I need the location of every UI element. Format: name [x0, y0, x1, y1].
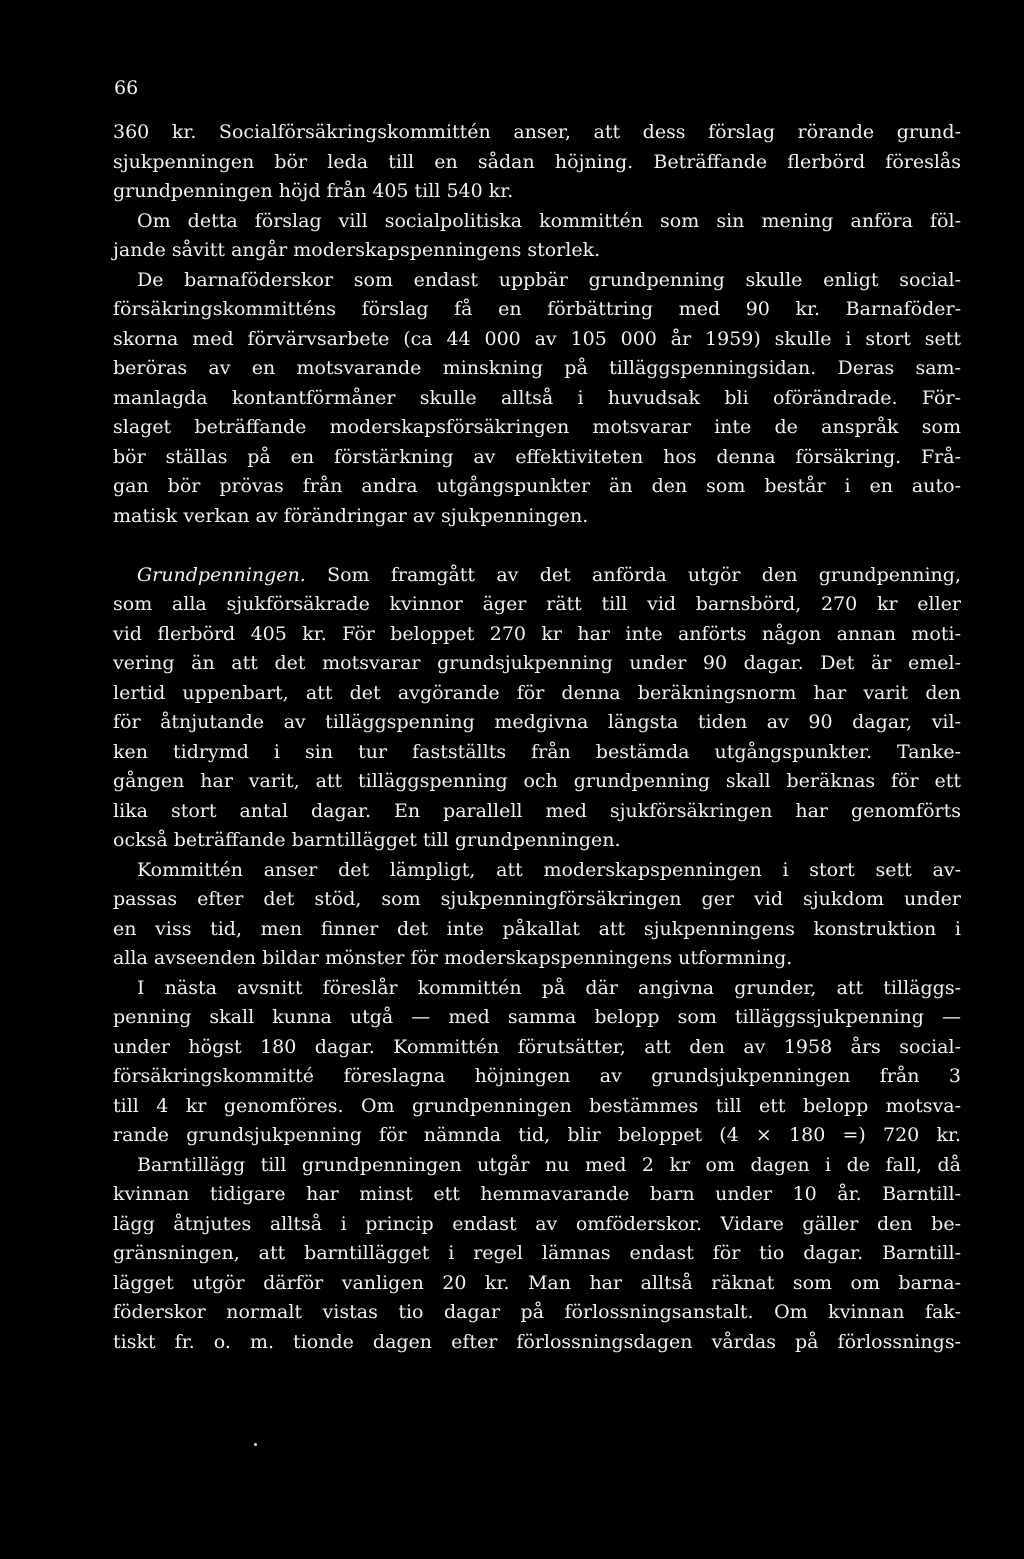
- text-line: alla avseenden bildar mönster för moderskapspenningens utformning.: [113, 947, 793, 969]
- text-line: föderskor normalt vistas tio dagar på förlossningsanstalt. Om kvinnan fak-: [113, 1301, 961, 1323]
- text-line: sjukpenningen bör leda till en sådan höjning. Beträffande flerbörd föreslås: [113, 150, 961, 173]
- text-line: beröras av en motsvarande minskning på tilläggspenningsidan. Deras sam-: [113, 357, 961, 379]
- heading-line-rest: Som framgått av det anförda utgör den grundpenning,: [305, 563, 961, 586]
- text-line: gränsningen, att barntillägget i regel lämnas endast för tio dagar. Barntill-: [113, 1242, 961, 1264]
- text-line: penning skall kunna utgå — med samma belopp som tilläggssjukpenning —: [113, 1006, 961, 1028]
- text-line: Om detta förslag vill socialpolitiska kommittén som sin mening anföra föl-: [137, 209, 961, 232]
- text-line: slaget beträffande moderskapsförsäkringen motsvarar inte de anspråk som: [113, 416, 961, 438]
- text-line: också beträffande barntillägget till grundpenningen.: [113, 829, 621, 851]
- text-line: tiskt fr. o. m. tionde dagen efter förlossningsdagen vårdas på förlossnings-: [113, 1330, 961, 1353]
- scan-speck: [254, 1443, 257, 1446]
- text-line: jande såvitt angår moderskapspenningens storlek.: [113, 239, 601, 261]
- text-line: lika stort antal dagar. En parallell med sjukförsäkringen har genomförts: [113, 799, 961, 822]
- section-heading-line: [113, 561, 961, 591]
- text-line: lägg åtnjutes alltså i princip endast av omföderskor. Vidare gäller den be-: [113, 1212, 961, 1235]
- text-line: Barntillägg till grundpenningen utgår nu med 2 kr om dagen i de fall, då: [137, 1153, 961, 1176]
- text-line: en viss tid, men finner det inte påkallat att sjukpenningens konstruktion i: [113, 917, 961, 940]
- text-line: skorna med förvärvsarbete (ca 44 000 av 105 000 år 1959) skulle i stort sett: [113, 327, 961, 350]
- text-line: gången har varit, att tilläggspenning och grundpenning skall beräknas för ett: [113, 770, 961, 792]
- text-line: försäkringskommitté föreslagna höjningen av grundsjukpenningen från 3: [113, 1065, 961, 1087]
- text-line: försäkringskommitténs förslag få en förbättring med 90 kr. Barnaföder-: [113, 298, 961, 320]
- text-line: matisk verkan av förändringar av sjukpenningen.: [113, 504, 589, 527]
- text-line: bör ställas på en förstärkning av effektiviteten hos denna försäkring. Frå-: [113, 445, 961, 468]
- text-line: vering än att det motsvarar grundsjukpenning under 90 dagar. Det är emel-: [113, 652, 961, 674]
- text-line: gan bör prövas från andra utgångspunkter än den som består i en auto-: [113, 475, 961, 497]
- text-line: Kommittén anser det lämpligt, att moderskapspenningen i stort sett av-: [137, 858, 961, 881]
- text-line: rande grundsjukpenning för nämnda tid, blir beloppet (4 × 180 =) 720 kr.: [113, 1124, 961, 1146]
- text-line: till 4 kr genomföres. Om grundpenningen bestämmes till ett belopp motsva-: [113, 1094, 961, 1117]
- text-line: passas efter det stöd, som sjukpenningförsäkringen ger vid sjukdom under: [113, 888, 961, 910]
- text-line: grundpenningen höjd från 405 till 540 kr.: [113, 180, 514, 202]
- section-heading: Grundpenningen.: [137, 563, 306, 586]
- text-line: kvinnan tidigare har minst ett hemmavarande barn under 10 år. Barntill-: [113, 1183, 961, 1205]
- text-line: manlagda kontantförmåner skulle alltså i huvudsak bli oförändrade. För-: [113, 386, 961, 409]
- body-text: [113, 118, 961, 1357]
- text-line: I nästa avsnitt föreslår kommittén på där angivna grunder, att tilläggs-: [137, 976, 961, 999]
- text-line: lertid uppenbart, att det avgörande för denna beräkningsnorm har varit den: [113, 681, 961, 704]
- text-line: under högst 180 dagar. Kommittén förutsätter, att den av 1958 års social-: [113, 1035, 961, 1058]
- text-line: ken tidrymd i sin tur fastställts från bestämda utgångspunkter. Tanke-: [113, 740, 961, 763]
- text-line: vid flerbörd 405 kr. För beloppet 270 kr har inte anförts någon annan moti-: [113, 622, 961, 645]
- text-line: som alla sjukförsäkrade kvinnor äger rätt till vid barnsbörd, 270 kr eller: [113, 593, 961, 615]
- text-line: för åtnjutande av tilläggspenning medgivna längsta tiden av 90 dagar, vil-: [113, 711, 961, 733]
- text-line: De barnaföderskor som endast uppbär grundpenning skulle enligt social-: [137, 268, 961, 291]
- paragraph-gap: [113, 531, 961, 561]
- text-line: lägget utgör därför vanligen 20 kr. Man har alltså räknat som om barna-: [113, 1271, 961, 1294]
- text-line: 360 kr. Socialförsäkringskommittén anser, att dess förslag rörande grund-: [113, 121, 961, 143]
- page-number: 66: [114, 77, 139, 99]
